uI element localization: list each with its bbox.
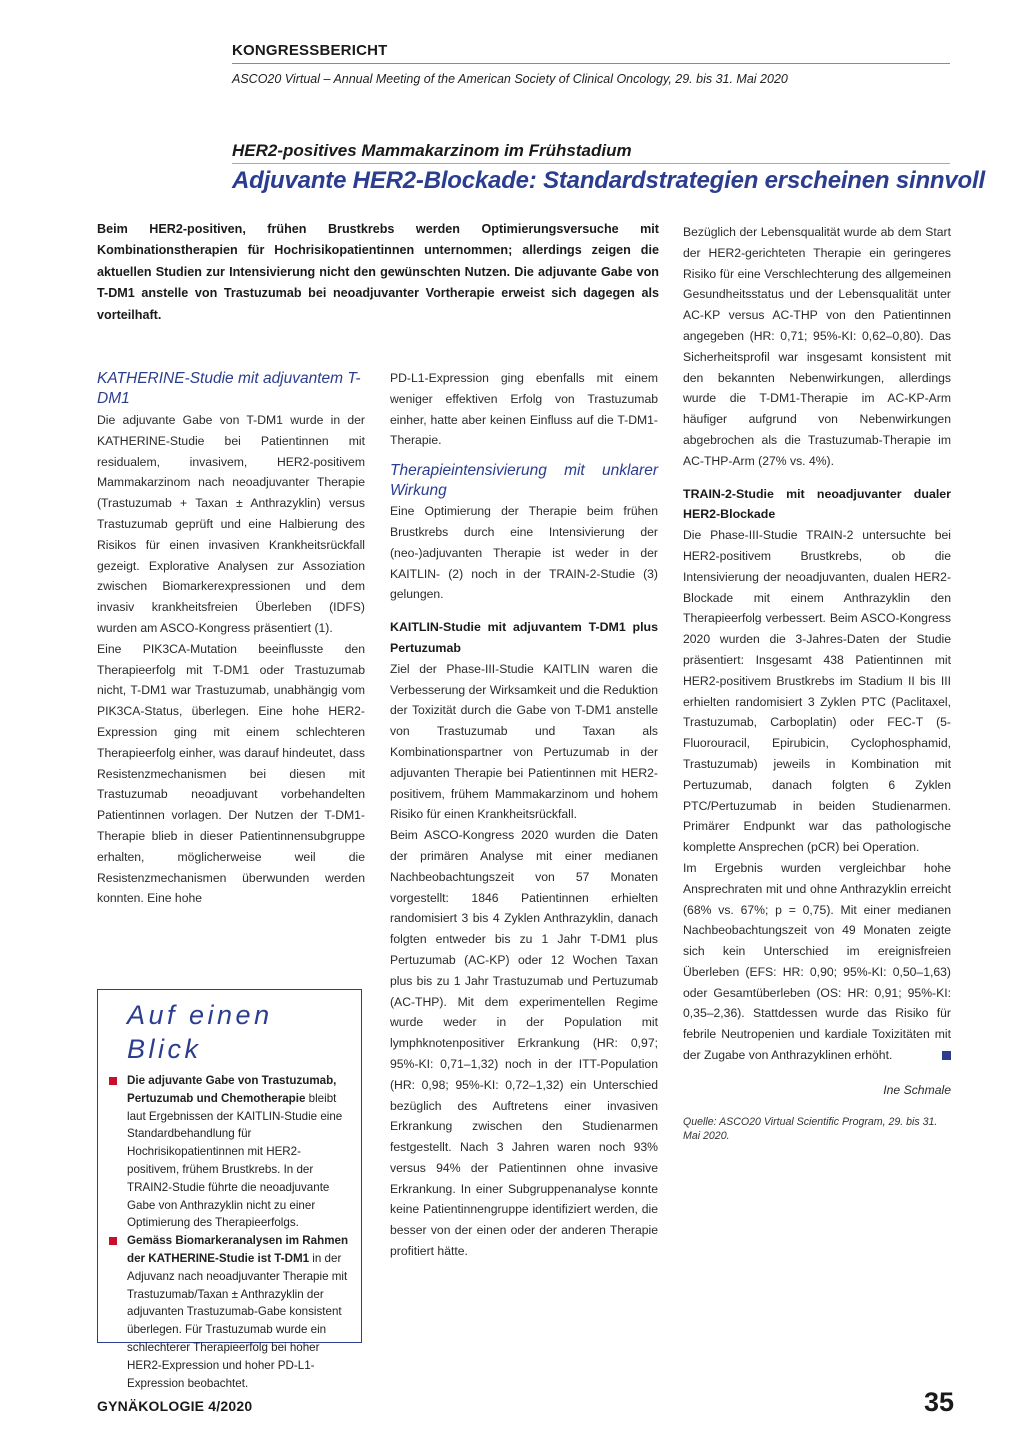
summary-bullet-1-text: bleibt laut Ergebnissen der KAITLIN-Studie eine Standardbehandlung für Hochrisikopatientinnen mit HER2-positivem, frühem Brustkrebs. In der TRAIN2-Studie führte die neoadjuvante Gabe von Anthrazyklin nicht zu einer Optimierung des Therapieerfolgs. — [127, 1091, 343, 1230]
column-2-heading-1: Therapieintensivierung mit unklarer Wirkung — [390, 462, 658, 500]
column-3-paragraph-3-wrap — [683, 858, 951, 1066]
article-lead: Beim HER2-positiven, frühen Brustkrebs werden Optimierungsversuche mit Kombinationstherapien für Hochrisikopatientinnen unternommen; allerdings zeigen die aktuellen Studien zur Intensivierung nicht den gewünschten Nutzen. Die adjuvante Gabe von T-DM1 anstelle von Trastuzumab bei neoadjuvanter Vortherapie erweist sich dagegen als vorteilhaft. — [97, 222, 659, 322]
column-2-heading-2: KAITLIN-Studie mit adjuvantem T-DM1 plus Pertuzumab — [390, 620, 658, 655]
column-2-paragraph-1: PD-L1-Expression ging ebenfalls mit einem weniger effektiven Erfolg von Trastuzumab einher, hatte aber keinen Einfluss auf die T-DM1-Therapie. — [390, 371, 658, 448]
column-3-paragraph-3: Im Ergebnis wurden vergleichbar hohe Ansprechraten mit und ohne Anthrazyklin erreicht (68% vs. 67%; p = 0,75). Mit einer medianen Nachbeobachtungszeit von 49 Monaten zeigte sich kein Unterschied im ereignisfreien Überleben (EFS: HR: 0,90; 95%-KI: 0,50–1,63) oder Gesamtüberleben (OS: HR: 0,91; 95%-KI: 0,35–2,36). Stattdessen wurde das Risiko für febrile Neutropenien und kardiale Toxizitäten mit der Zugabe von Anthrazyklinen erhöht. — [683, 860, 951, 1063]
column-1-paragraph-2: Eine PIK3CA-Mutation beeinflusste den Therapieerfolg mit T-DM1 oder Trastuzumab nicht, T-DM1 war Trastuzumab, unabhängig vom PIK3CA-Status, überlegen. Eine hohe HER2-Expression ging mit einem schlechteren Therapieerfolg einher, was darauf hindeutet, dass Resistenzmechanismen bei diesen mit Trastuzumab neoadjuvant vorbehandelten Patientinnen vorlagen. Der Nutzen der T-DM1-Therapie blieb in dieser Patientinnensubgruppe erhalten, möglicherweise weil die Resistenzmechanismen überwunden werden konnten. Eine hohe — [97, 641, 365, 906]
summary-bullet-2 — [109, 1232, 349, 1392]
source-note: Quelle: ASCO20 Virtual Scientific Program, 29. bis 31. Mai 2020. — [683, 1115, 938, 1142]
summary-box-title: Auf einen Blick — [127, 1000, 273, 1064]
summary-bullet-2-text: in der Adjuvanz nach neoadjuvanter Therapie mit Trastuzumab/Taxan ± Anthrazyklin der adjuvanten Trastuzumab-Gabe konsistent überlegen. Für Trastuzumab wurde ein schlechterer Therapieerfolg bei hoher HER2-Expression und hoher PD-L1-Expression beobachtet. — [127, 1251, 348, 1390]
column-1-heading-wrap — [97, 369, 365, 409]
column-1 — [97, 410, 365, 909]
end-of-article-square-icon — [942, 1051, 951, 1060]
summary-bullet-2-bold: Gemäss Biomarkeranalysen im Rahmen der KATHERINE-Studie ist T-DM1 — [127, 1234, 349, 1265]
author: Ine Schmale — [883, 1082, 951, 1097]
article-kicker: HER2-positives Mammakarzinom im Frühstadium — [232, 141, 632, 160]
section-label: KONGRESSBERICHT — [232, 42, 388, 59]
article-title: Adjuvante HER2-Blockade: Standardstrategien erscheinen sinnvoll — [232, 167, 985, 194]
summary-bullet-1-bold: Die adjuvante Gabe von Trastuzumab, Pertuzumab und Chemotherapie — [127, 1074, 337, 1105]
header-subtitle: ASCO20 Virtual – Annual Meeting of the American Society of Clinical Oncology, 29. bis 31. Mai 2020 — [232, 72, 788, 86]
column-2 — [390, 368, 658, 1262]
column-1-heading: KATHERINE-Studie mit adjuvantem T-DM1 — [97, 370, 361, 407]
column-3 — [683, 222, 951, 1143]
column-3-paragraph-2: Die Phase-III-Studie TRAIN-2 untersuchte bei HER2-positivem Brustkrebs, ob die Intensivierung der neoadjuvanten, dualen HER2-Blockade mit einem Anthrazyklin den Therapieerfolg verbessert. Beim ASCO-Kongress 2020 wurden die 3-Jahres-Daten der Studie präsentiert: Insgesamt 438 Patientinnen mit HER2-positivem Brustkrebs im Stadium II bis III erhielten randomisiert 3 Zyklen PTC (Paclitaxel, Trastuzumab, Carboplatin) oder FEC-T (5-Fluorouracil, Epirubicin, Cyclophosphamid, Trastuzumab) jeweils in Kombination mit Pertuzumab, danach folgten 6 Zyklen PTC/Pertuzumab in beiden Studienarmen. Primärer Endpunkt war das pathologische komplette Ansprechen (pCR) bei Operation. — [683, 528, 951, 855]
summary-box — [97, 989, 362, 1390]
page-number: 35 — [924, 1387, 955, 1417]
summary-bullet-1 — [109, 1072, 349, 1232]
kicker-rule — [232, 163, 950, 164]
column-3-heading: TRAIN-2-Studie mit neoadjuvanter dualer HER2-Blockade — [683, 486, 951, 522]
column-2-paragraph-3: Ziel der Phase-III-Studie KAITLIN waren die Verbesserung der Wirksamkeit und die Reduktion der Toxizität durch die Gabe von T-DM1 anstelle von Trastuzumab und Taxan als Kombinationspartner von Pertuzumab in der adjuvanten Therapie bei Patientinnen mit HER2-positivem, frühem Mammakarzinom und hohem Risiko für einen Krankheitsrückfall. — [390, 661, 658, 822]
journal-issue: GYNÄKOLOGIE 4/2020 — [97, 1398, 253, 1414]
red-square-bullet-icon — [109, 1237, 117, 1245]
column-1-paragraph-1: Die adjuvante Gabe von T-DM1 wurde in der KATHERINE-Studie bei Patientinnen mit residualem, invasivem, HER2-positivem Mammakarzinom nach neoadjuvanter Therapie (Trastuzumab + Taxan ± Anthrazyklin) versus Trastuzumab geprüft und eine Halbierung des Risikos für einen invasiven Krankheitsrückfall gezeigt. Explorative Analysen zur Assoziation zwischen Biomarkerexpressionen und dem invasiv krankheitsfreien Überleben (IDFS) wurden am ASCO-Kongress präsentiert (1). — [97, 413, 365, 635]
column-2-paragraph-4: Beim ASCO-Kongress 2020 wurden die Daten der primären Analyse mit einer medianen Nachbeobachtungszeit von 57 Monaten vorgestellt: 1846 Patientinnen erhielten randomisiert 3 bis 4 Zyklen Anthrazyklin, danach folgten entweder bis zu 1 Jahr T-DM1 plus Pertuzumab (AC-KP) oder 12 Wochen Taxan plus bis zu 1 Jahr Trastuzumab und Pertuzumab (AC-THP). Mit dem experimentellen Regime wurde weder in der Population mit lymphknotenpositiver Erkrankung (HR: 0,97; 95%-KI: 0,71–1,32) noch in der ITT-Population (HR: 0,98; 95%-KI: 0,72–1,32) ein Unterschied bezüglich des Auftretens einer invasiven Erkrankung zwischen den Studienarmen festgestellt. Nach 3 Jahren waren noch 93% versus 94% der Patientinnen ohne invasive Erkrankung. In einer Subgruppenanalyse konnte keine Patientinnengruppe identifiziert werden, die besser von der einen oder der anderen Therapie profitiert hätte. — [390, 828, 658, 1259]
header-rule — [232, 63, 950, 64]
column-3-paragraph-1: Bezüglich der Lebensqualität wurde ab dem Start der HER2-gerichteten Therapie ein geringeres Risiko für eine Verschlechterung des allgemeinen Gesundheitsstatus und der Lebensqualität unter AC-KP versus AC-THP von den Patientinnen angegeben (HR: 0,71; 95%-KI: 0,62–0,80). Das Sicherheitsprofil war insgesamt konsistent mit den bekannten Nebenwirkungen, allerdings wurde die T-DM1-Therapie im AC-KP-Arm häufiger aufgrund von Nebenwirkungen abgebrochen als die Trastuzumab-Therapie im AC-THP-Arm (27% vs. 4%). — [683, 225, 951, 468]
column-2-paragraph-2: Eine Optimierung der Therapie beim frühen Brustkrebs durch eine Intensivierung der (neo-)adjuvanten Therapie ist weder in der KAITLIN- (2) noch in der TRAIN-2-Studie (3) gelungen. — [390, 504, 658, 602]
red-square-bullet-icon — [109, 1077, 117, 1085]
